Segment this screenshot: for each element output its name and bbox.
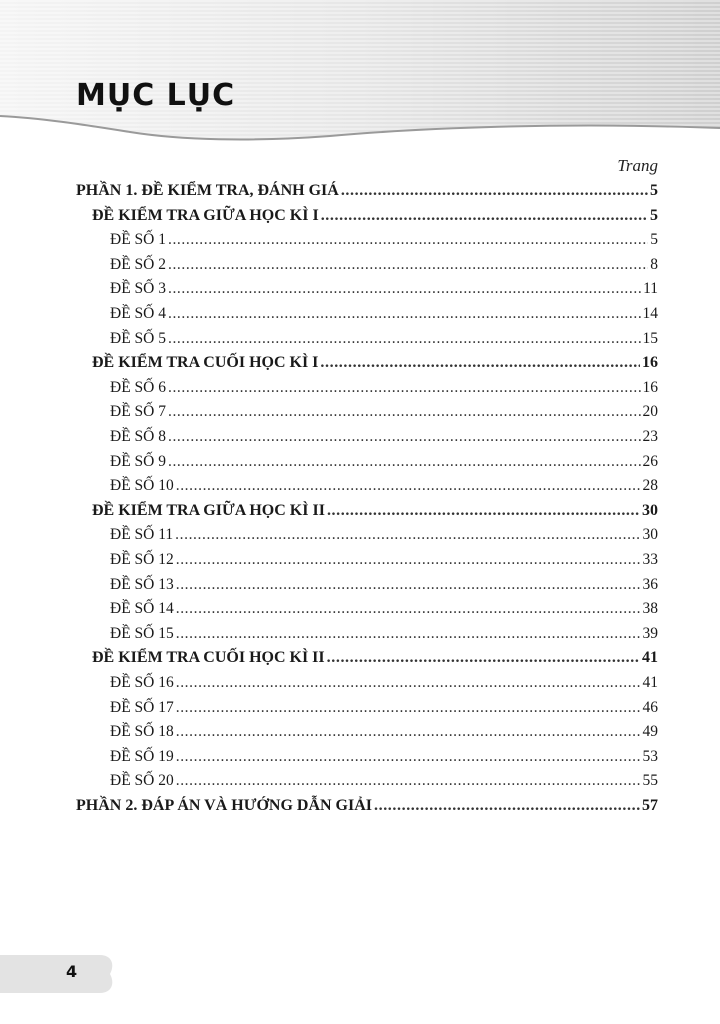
toc-entry-label: ĐỀ SỐ 1: [110, 231, 166, 249]
toc-entry-page: 55: [642, 772, 658, 790]
toc-entry-page: 49: [642, 723, 658, 741]
toc-entry-page: 41: [642, 674, 658, 691]
toc-entry-page: 33: [642, 551, 658, 568]
toc-entry-page: 28: [642, 477, 658, 495]
toc-item-entry: [110, 280, 658, 304]
dot-leader: [176, 748, 641, 766]
toc-item-entry: [110, 723, 658, 747]
toc-section-entry: [92, 649, 658, 673]
toc-entry-label: ĐỀ SỐ 3: [110, 280, 166, 298]
toc-entry-label: ĐỀ SỐ 19: [110, 747, 174, 765]
dot-leader: [176, 674, 641, 692]
toc-item-entry: [110, 428, 658, 452]
toc-entry-label: ĐỀ SỐ 8: [110, 428, 166, 445]
dot-leader: [168, 305, 641, 323]
toc-part-entry: [76, 797, 658, 821]
page-tab-shape: [0, 955, 115, 993]
toc-item-entry: [110, 699, 658, 723]
toc-entry-label: ĐỀ SỐ 7: [110, 403, 166, 421]
dot-leader: [168, 280, 641, 298]
toc-item-entry: [110, 772, 658, 796]
toc-item-entry: [110, 600, 658, 624]
toc-entry-label: ĐỀ SỐ 17: [110, 698, 174, 716]
toc-item-entry: [110, 403, 658, 427]
dot-leader: [374, 797, 640, 815]
dot-leader: [327, 649, 640, 667]
dot-leader: [168, 428, 641, 446]
page-column-label: Trang: [617, 156, 658, 175]
toc-part-entry: [76, 182, 658, 206]
toc-item-entry: [110, 625, 658, 649]
dot-leader: [176, 477, 641, 495]
dot-leader: [321, 207, 648, 225]
toc-entry-page: 5: [650, 206, 658, 224]
dot-leader: [176, 772, 641, 790]
toc-entry-page: 46: [642, 698, 658, 716]
toc-entry-label: PHẦN 1. ĐỀ KIỂM TRA, ĐÁNH GIÁ: [76, 182, 339, 199]
toc-entry-page: 38: [642, 600, 658, 618]
toc-section-entry: [92, 502, 658, 526]
dot-leader: [168, 403, 641, 421]
dot-leader: [168, 256, 648, 274]
toc-entry-label: ĐỀ SỐ 2: [110, 255, 166, 273]
toc-item-entry: [110, 231, 658, 255]
toc-item-entry: [110, 330, 658, 354]
toc-entry-label: ĐỀ KIỂM TRA GIỮA HỌC KÌ II: [92, 501, 325, 519]
toc-entry-label: ĐỀ SỐ 20: [110, 772, 174, 790]
toc-entry-label: ĐỀ SỐ 5: [110, 329, 166, 347]
toc-item-entry: [110, 256, 658, 280]
dot-leader: [176, 551, 641, 569]
dot-leader: [168, 453, 641, 471]
dot-leader: [168, 379, 641, 397]
dot-leader: [168, 231, 648, 249]
toc-entry-label: ĐỀ SỐ 12: [110, 551, 174, 568]
toc-item-entry: [110, 551, 658, 575]
dot-leader: [168, 330, 641, 348]
toc-entry-label: ĐỀ KIỂM TRA CUỐI HỌC KÌ I: [92, 354, 319, 372]
toc-entry-label: ĐỀ SỐ 11: [110, 526, 174, 544]
dot-leader: [176, 600, 641, 618]
toc-entry-label: PHẦN 2. ĐÁP ÁN VÀ HƯỚNG DẪN GIẢI: [76, 797, 372, 814]
toc-entry-label: ĐỀ SỐ 15: [110, 624, 174, 642]
dot-leader: [341, 182, 648, 200]
toc-entry-label: ĐỀ KIỂM TRA GIỮA HỌC KÌ I: [92, 206, 319, 224]
page-number-tab: [0, 955, 115, 993]
toc-entry-label: ĐỀ SỐ 13: [110, 575, 174, 593]
toc-entry-label: ĐỀ SỐ 16: [110, 674, 174, 691]
dot-leader: [176, 723, 641, 741]
dot-leader: [176, 699, 641, 717]
toc-entry-label: ĐỀ SỐ 6: [110, 378, 166, 396]
toc-section-entry: [92, 207, 658, 231]
toc-entry-page: 8: [650, 255, 658, 273]
toc-item-entry: [110, 453, 658, 477]
toc-item-entry: [110, 477, 658, 501]
toc-entry-page: 41: [642, 649, 658, 667]
dot-leader: [175, 526, 640, 544]
toc-entry-page: 26: [642, 452, 658, 470]
toc-item-entry: [110, 674, 658, 698]
toc-entry-page: 53: [642, 747, 658, 765]
dot-leader: [176, 576, 641, 594]
toc-entry-label: ĐỀ SỐ 18: [110, 723, 174, 741]
toc-item-entry: [110, 379, 658, 403]
toc-entry-page: 5: [650, 182, 658, 199]
dot-leader: [176, 625, 641, 643]
toc-entry-label: ĐỀ SỐ 14: [110, 600, 174, 618]
toc-entry-page: 23: [642, 428, 658, 445]
toc-entry-page: 16: [642, 378, 658, 396]
page-number: 4: [66, 962, 78, 981]
toc-item-entry: [110, 576, 658, 600]
toc-entry-label: ĐỀ SỐ 10: [110, 477, 174, 495]
toc-entry-page: 16: [642, 354, 658, 372]
header-banner: [0, 0, 720, 150]
page-title: MỤC LỤC: [76, 78, 236, 113]
toc-entry-label: ĐỀ SỐ 4: [110, 305, 166, 322]
toc-entry-page: 30: [642, 526, 658, 544]
dot-leader: [320, 354, 640, 372]
toc-entry-page: 57: [642, 797, 658, 814]
toc-item-entry: [110, 526, 658, 550]
toc-entry-page: 36: [642, 575, 658, 593]
toc-entry-page: 5: [650, 231, 658, 249]
toc-entry-page: 20: [642, 403, 658, 421]
toc-entry-page: 14: [642, 305, 658, 322]
toc-item-entry: [110, 748, 658, 772]
toc-section-entry: [92, 354, 658, 378]
toc-item-entry: [110, 305, 658, 329]
toc-entry-page: 30: [642, 501, 658, 519]
toc-entry-label: ĐỀ KIỂM TRA CUỐI HỌC KÌ II: [92, 649, 325, 667]
toc-entry-label: ĐỀ SỐ 9: [110, 452, 166, 470]
header-wave-graphic: [0, 0, 720, 150]
toc-entry-page: 11: [643, 280, 658, 298]
toc-entry-page: 39: [642, 624, 658, 642]
dot-leader: [327, 502, 640, 520]
toc-entry-page: 15: [642, 329, 658, 347]
